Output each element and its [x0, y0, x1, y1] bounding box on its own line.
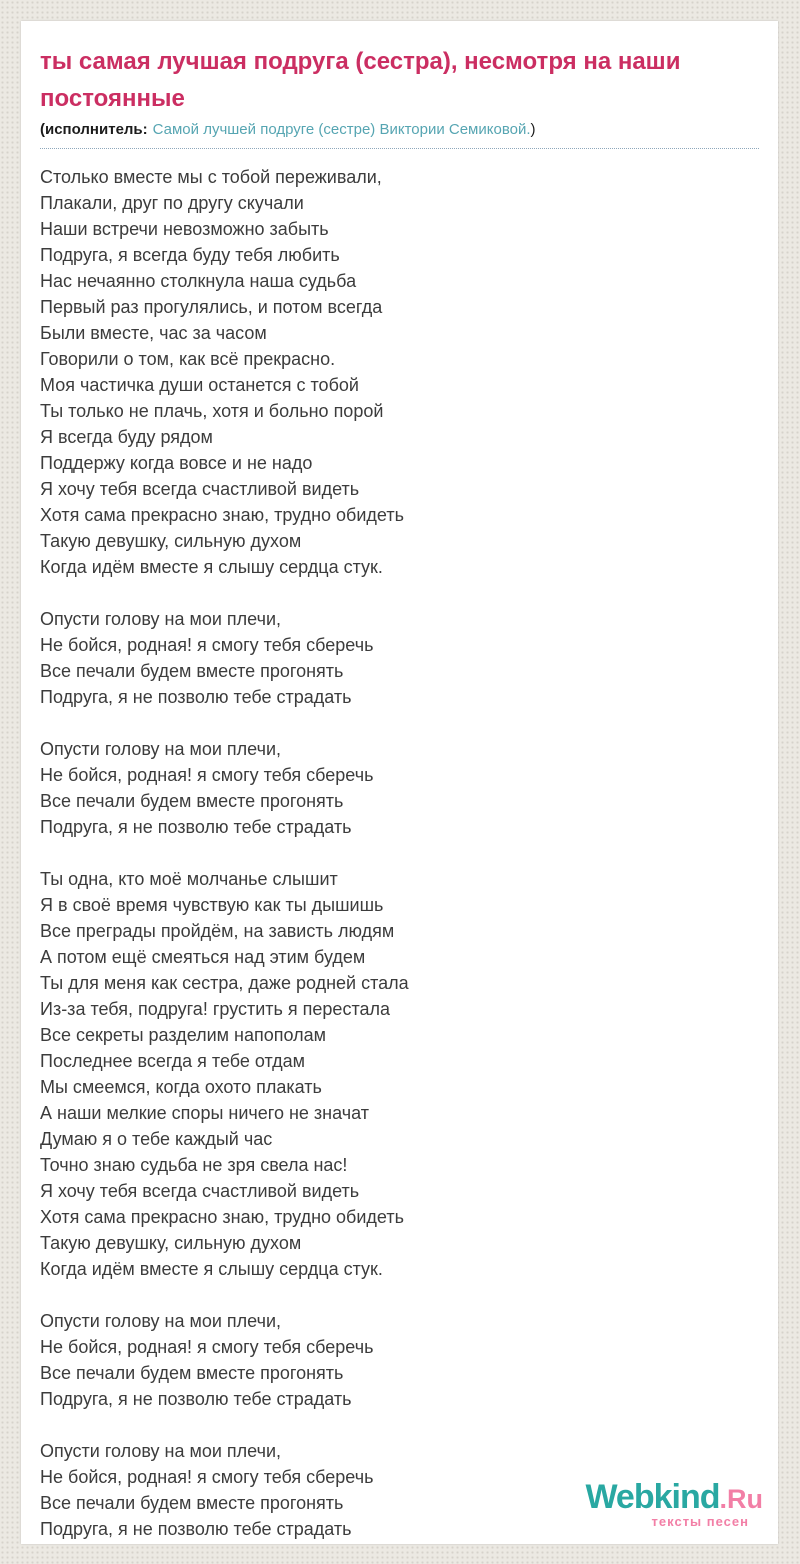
lyrics-text: [40, 164, 759, 1542]
lyric-line: Последнее всегда я тебе отдам: [40, 1051, 306, 1071]
lyrics-stanza: [40, 866, 759, 1282]
lyric-line: Подруга, я не позволю тебе страдать: [40, 1389, 352, 1409]
lyric-line: Все печали будем вместе прогонять: [40, 1363, 344, 1383]
lyric-line: Все печали будем вместе прогонять: [40, 661, 344, 681]
lyric-line: Опусти голову на мои плечи,: [40, 609, 282, 629]
webkind-logo-text: [585, 1478, 763, 1516]
logo-suffix-text: .Ru: [719, 1484, 763, 1514]
lyric-line: Нас нечаянно столкнула наша судьба: [40, 271, 357, 291]
lyric-line: Подруга, я всегда буду тебя любить: [40, 245, 340, 265]
lyric-line: Не бойся, родная! я смогу тебя сберечь: [40, 635, 374, 655]
lyric-line: Говорили о том, как всё прекрасно.: [40, 349, 336, 369]
lyric-line: Я в своё время чувствую как ты дышишь: [40, 895, 384, 915]
lyric-line: Все печали будем вместе прогонять: [40, 1493, 344, 1513]
lyric-line: Не бойся, родная! я смогу тебя сберечь: [40, 1467, 374, 1487]
lyric-line: Ты для меня как сестра, даже родней стала: [40, 973, 409, 993]
lyric-line: Думаю я о тебе каждый час: [40, 1129, 273, 1149]
logo-tagline: тексты песен: [651, 1514, 749, 1529]
lyric-line: Первый раз прогулялись, и потом всегда: [40, 297, 383, 317]
logo-main-text: Webkind: [585, 1478, 720, 1516]
lyric-line: Наши встречи невозможно забыть: [40, 219, 329, 239]
lyric-line: Все секреты разделим напополам: [40, 1025, 326, 1045]
webkind-logo-link[interactable]: [585, 1479, 763, 1528]
lyric-line: Ты только не плачь, хотя и больно порой: [40, 401, 384, 421]
lyric-line: Подруга, я не позволю тебе страдать: [40, 1519, 352, 1539]
artist-label-suffix: ): [530, 121, 536, 138]
lyric-line: Из-за тебя, подруга! грустить я перестала: [40, 999, 391, 1019]
lyric-line: Моя частичка души останется с тобой: [40, 375, 359, 395]
lyric-line: Опусти голову на мои плечи,: [40, 1441, 282, 1461]
artist-link[interactable]: Самой лучшей подруге (сестре) Виктории Семиковой.: [152, 121, 531, 138]
artist-label: (исполнитель:: [40, 121, 148, 138]
lyric-line: Столько вместе мы с тобой переживали,: [40, 167, 382, 187]
lyrics-stanza: [40, 164, 759, 580]
lyric-line: Я всегда буду рядом: [40, 427, 213, 447]
lyric-line: Такую девушку, сильную духом: [40, 531, 302, 551]
lyric-line: Такую девушку, сильную духом: [40, 1233, 302, 1253]
lyric-line: Когда идём вместе я слышу сердца стук.: [40, 1259, 383, 1279]
lyric-line: Я хочу тебя всегда счастливой видеть: [40, 1181, 360, 1201]
lyric-line: Все преграды пройдём, на зависть людям: [40, 921, 395, 941]
lyric-line: Подруга, я не позволю тебе страдать: [40, 817, 352, 837]
lyric-line: Плакали, друг по другу скучали: [40, 193, 304, 213]
lyrics-stanza: [40, 1308, 759, 1412]
lyric-line: Подруга, я не позволю тебе страдать: [40, 687, 352, 707]
lyric-line: Не бойся, родная! я смогу тебя сберечь: [40, 765, 374, 785]
lyric-line: Я хочу тебя всегда счастливой видеть: [40, 479, 360, 499]
song-title: ты самая лучшая подруга (сестра), несмотря на наши постоянные: [40, 48, 681, 112]
lyric-line: Точно знаю судьба не зря свела нас!: [40, 1155, 348, 1175]
lyrics-stanza: [40, 606, 759, 710]
lyric-line: Хотя сама прекрасно знаю, трудно обидеть: [40, 505, 404, 525]
artist-row: [40, 120, 759, 149]
lyric-line: Опусти голову на мои плечи,: [40, 1311, 282, 1331]
lyrics-card: [21, 21, 778, 1544]
lyric-line: Поддержу когда вовсе и не надо: [40, 453, 313, 473]
lyric-line: Все печали будем вместе прогонять: [40, 791, 344, 811]
lyric-line: А наши мелкие споры ничего не значат: [40, 1103, 369, 1123]
lyric-line: А потом ещё смеяться над этим будем: [40, 947, 366, 967]
lyrics-stanza: [40, 736, 759, 840]
lyric-line: Хотя сама прекрасно знаю, трудно обидеть: [40, 1207, 404, 1227]
lyric-line: Были вместе, час за часом: [40, 323, 267, 343]
lyric-line: Мы смеемся, когда охото плакать: [40, 1077, 322, 1097]
lyric-line: Опусти голову на мои плечи,: [40, 739, 282, 759]
lyric-line: Не бойся, родная! я смогу тебя сберечь: [40, 1337, 374, 1357]
lyric-line: Ты одна, кто моё молчанье слышит: [40, 869, 338, 889]
lyric-line: Когда идём вместе я слышу сердца стук.: [40, 557, 383, 577]
